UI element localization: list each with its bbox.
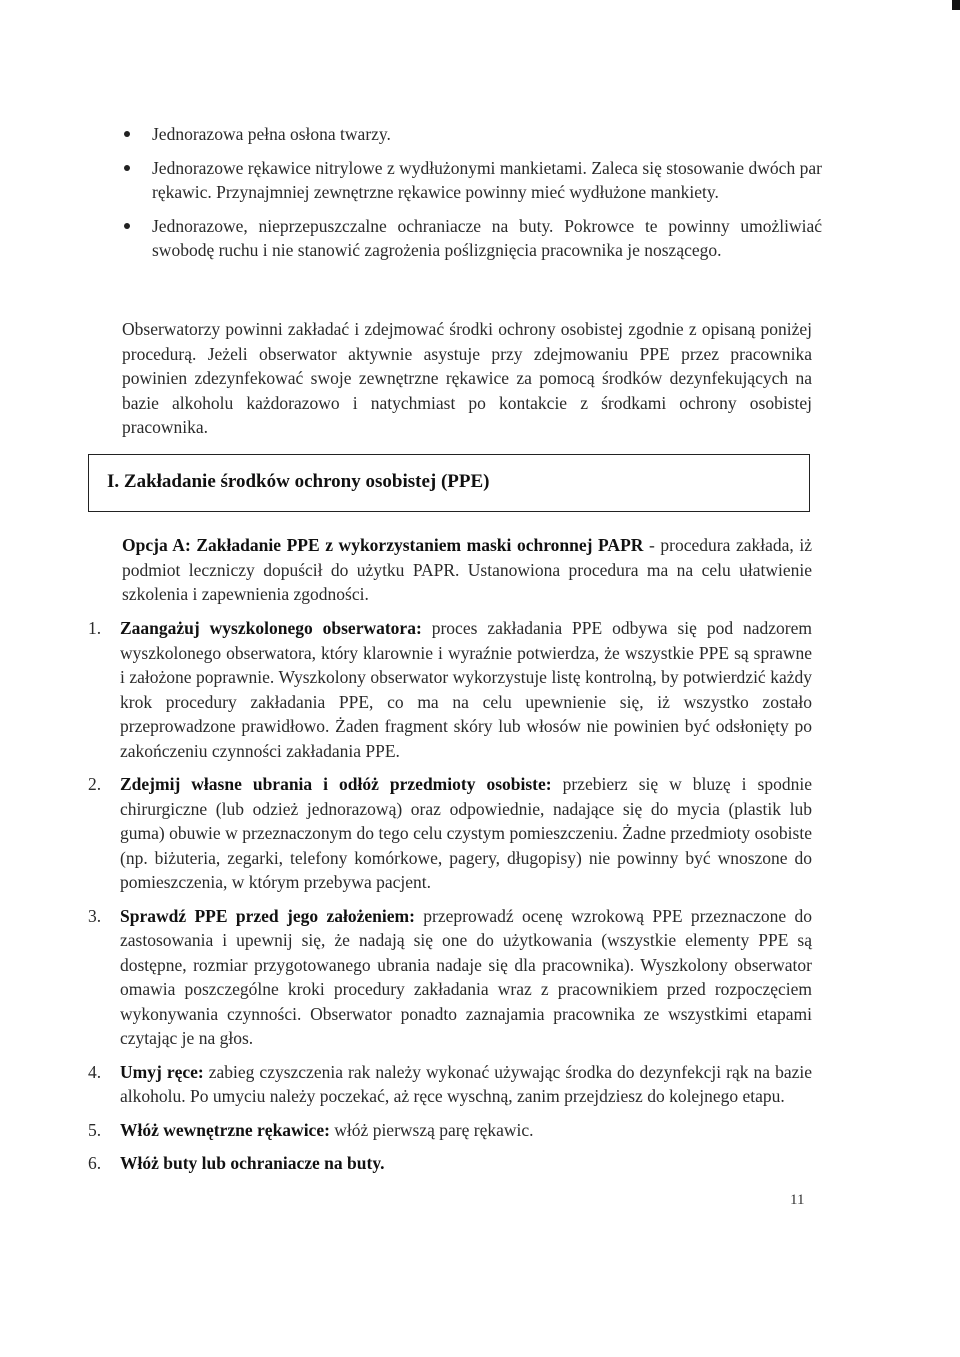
step-number: 6.: [88, 1153, 102, 1173]
step-text: przebierz się w bluzę i spodnie chirurgiczne (lub odzież jednorazową) oraz odpowiednie, nadające się do mycia (plastik lub guma) obuwie w przeznaczonym do tego celu czystym pomieszczeniu. Żadne przedmioty osobiste (np. biżuteria, zegarki, telefony komórkowe, pagery, długopisy) nie powinny być wnoszone do pomieszczenia, w którym przebywa pacjent.: [120, 774, 812, 892]
bullet-icon: [124, 223, 130, 229]
step-item: [88, 1118, 812, 1143]
step-number: 4.: [88, 1061, 102, 1082]
ppe-bullet-list: [122, 122, 822, 272]
list-item: [122, 122, 822, 146]
step-lead: Zdejmij własne ubrania i odłóż przedmioty osobiste:: [120, 774, 552, 794]
bullet-text: Jednorazowa pełna osłona twarzy.: [152, 124, 391, 144]
list-item: [122, 214, 822, 262]
page-number: 11: [790, 1192, 805, 1208]
step-lead: Włóż buty lub ochraniacze na buty.: [120, 1153, 385, 1173]
step-text: przeprowadź ocenę wzrokową PPE przeznaczone do zastosowania i upewnij się, że nadają się one do użytkowania (wszystkie elementy PPE są dostępne, rozmiar przygotowanego ubrania nadaje się dla pracownika). Wyszkolony obserwator omawia poszczególne kroki procedury zakładania wraz z pracownikiem przed rozpoczęciem wykonywania czynności. Obserwator ponadto zaznajamia pracownika ze wszystkimi etapami czytając je na głos.: [120, 905, 812, 1048]
option-paragraph: [122, 533, 812, 607]
step-text: proces zakładania PPE odbywa się pod nadzorem wyszkolonego obserwatora, który klarownie i wyraźnie potwierdza, że wszystkie PPE są sprawne i założone poprawnie. Wyszkolony obserwator wykorzystuje listę kontrolną, by potwierdzić każdy krok procedury zakładania PPE, co ma na celu upewnienie się, iż wszystko zostało przeprowadzone prawidłowo. Żaden fragment skóry lub włosów nie powinien być odsłonięty po zakończeniu czynności zakładania PPE.: [120, 618, 812, 761]
step-number: 3.: [88, 905, 102, 926]
step-lead: Sprawdź PPE przed jego założeniem:: [120, 905, 415, 926]
bullet-text: Jednorazowe, nieprzepuszczalne ochraniacze na buty. Pokrowce te powinny umożliwiać swobodę ruchu i nie stanowić zagrożenia poślizgnięcia pracownika je noszącego.: [152, 216, 822, 260]
procedure-steps: [88, 616, 812, 1185]
step-item: [88, 1060, 812, 1109]
step-number: 2.: [88, 774, 102, 794]
step-item: [88, 616, 812, 763]
step-item: [88, 772, 812, 895]
step-lead: Włóż wewnętrzne rękawice:: [120, 1119, 330, 1140]
step-item: [88, 1151, 812, 1176]
intro-paragraph: Obserwatorzy powinni zakładać i zdejmować środki ochrony osobistej zgodnie z opisaną poniżej procedurą. Jeżeli obserwator aktywnie asystuje przy zdejmowaniu PPE przez pracownika powinien zdezynfekować swoje zewnętrzne rękawice za pomocą środków dezynfekujących na bazie alkoholu każdorazowo i natychmiast po kontakcie z środkami ochrony osobistej pracownika.: [122, 319, 812, 437]
step-item: [88, 904, 812, 1051]
scan-corner-mark: [952, 0, 960, 10]
step-lead: Zaangażuj wyszkolonego obserwatora:: [120, 618, 422, 638]
step-lead: Umyj ręce:: [120, 1061, 204, 1082]
bullet-icon: [124, 165, 130, 171]
step-number: 1.: [88, 618, 102, 638]
section-heading-box: [88, 454, 810, 512]
bullet-icon: [124, 131, 130, 137]
step-number: 5.: [88, 1119, 102, 1140]
step-text: włóż pierwszą parę rękawic.: [329, 1119, 534, 1140]
list-item: [122, 156, 822, 204]
step-text: zabieg czyszczenia rak należy wykonać używając środka do dezynfekcji rąk na bazie alkoholu. Po umyciu należy poczekać, aż ręce wyschną, zanim przejdziesz do kolejnego etapu.: [120, 1061, 812, 1106]
option-lead: Opcja A: Zakładanie PPE z wykorzystaniem maski ochronnej PAPR: [122, 535, 644, 555]
option-text: - procedura zakłada, iż podmiot leczniczy dopuścił do użytku PAPR. Ustanowiona procedura ma na celu ułatwienie szkolenia i zapewnienia zgodności.: [122, 535, 812, 604]
section-title: I. Zakładanie środków ochrony osobistej (PPE): [107, 471, 490, 492]
bullet-text: Jednorazowe rękawice nitrylowe z wydłużonymi mankietami. Zaleca się stosowanie dwóch par rękawic. Przynajmniej zewnętrzne rękawice powinny mieć wydłużone mankiety.: [152, 158, 822, 202]
